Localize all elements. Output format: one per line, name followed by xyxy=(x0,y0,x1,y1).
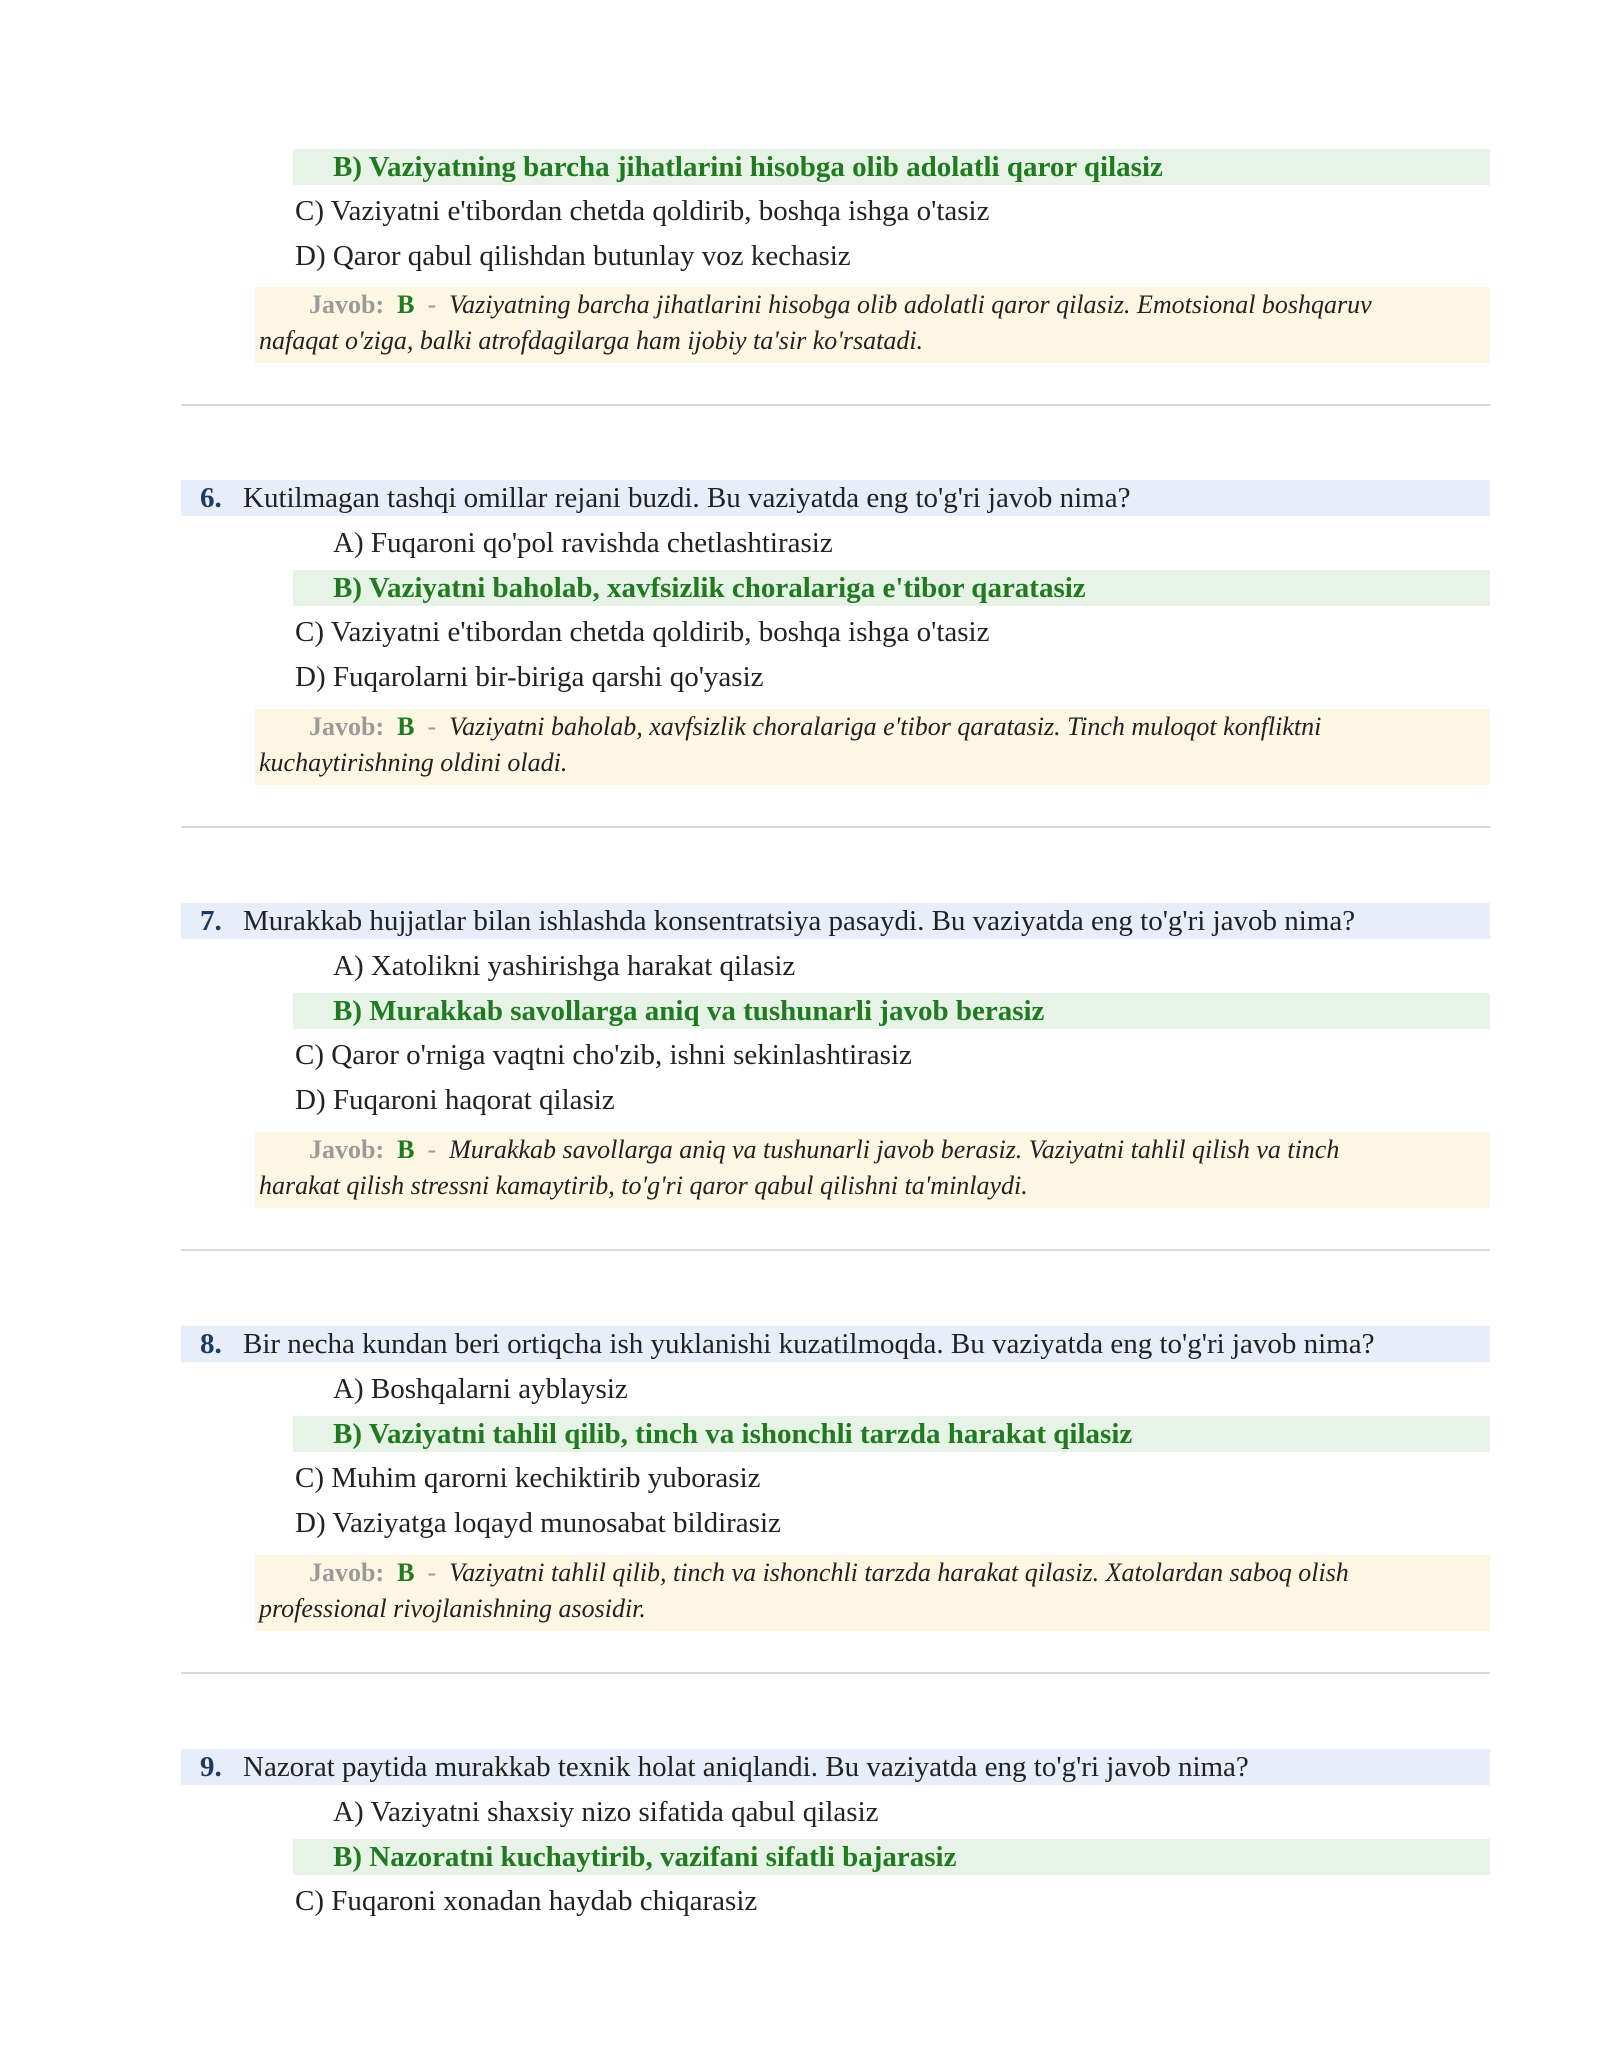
option-b-correct[interactable]: B) Murakkab savollarga aniq va tushunarli javob berasiz xyxy=(333,995,1045,1027)
answer-line-1 xyxy=(309,1132,1339,1168)
answer-dash: - xyxy=(427,712,437,741)
answer-letter: B xyxy=(397,1558,415,1587)
question-text: Bir necha kundan beri ortiqcha ish yuklanishi kuzatilmoqda. Bu vaziyatda eng to'g'ri javob nima? xyxy=(243,1328,1375,1360)
answer-line-2: nafaqat o'ziga, balki atrofdagilarga ham ijobiy ta'sir ko'rsatadi. xyxy=(259,326,924,355)
answer-label: Javob: xyxy=(309,712,385,741)
answer-explanation: Vaziyatning barcha jihatlarini hisobga olib adolatli qaror qilasiz. Emotsional boshqaruv xyxy=(449,290,1372,319)
answer-label: Javob: xyxy=(309,1558,385,1587)
option-a[interactable]: A) Fuqaroni qo'pol ravishda chetlashtirasiz xyxy=(333,527,833,559)
answer-explanation: Vaziyatni tahlil qilib, tinch va ishonchli tarzda harakat qilasiz. Xatolardan saboq olish xyxy=(449,1558,1349,1587)
option-d[interactable]: D) Qaror qabul qilishdan butunlay voz kechasiz xyxy=(295,240,851,272)
question-number: 9. xyxy=(200,1751,222,1783)
option-c[interactable]: C) Vaziyatni e'tibordan chetda qoldirib, boshqa ishga o'tasiz xyxy=(295,616,990,648)
question-number: 8. xyxy=(200,1328,222,1360)
option-b-correct[interactable]: B) Vaziyatni tahlil qilib, tinch va ishonchli tarzda harakat qilasiz xyxy=(333,1418,1133,1450)
answer-line-2: professional rivojlanishning asosidir. xyxy=(259,1594,646,1623)
option-c[interactable]: C) Fuqaroni xonadan haydab chiqarasiz xyxy=(295,1885,758,1917)
question-text: Kutilmagan tashqi omillar rejani buzdi. Bu vaziyatda eng to'g'ri javob nima? xyxy=(243,482,1131,514)
answer-line-2: harakat qilish stressni kamaytirib, to'g'ri qaror qabul qilishni ta'minlaydi. xyxy=(259,1171,1028,1200)
answer-letter: B xyxy=(397,290,415,319)
answer-explanation: Vaziyatni baholab, xavfsizlik choralariga e'tibor qaratasiz. Tinch muloqot konfliktni xyxy=(449,712,1322,741)
answer-letter: B xyxy=(397,712,415,741)
answer-line-1 xyxy=(309,287,1372,323)
option-a[interactable]: A) Boshqalarni ayblaysiz xyxy=(333,1373,628,1405)
answer-letter: B xyxy=(397,1135,415,1164)
option-b-correct[interactable]: B) Vaziyatning barcha jihatlarini hisobga olib adolatli qaror qilasiz xyxy=(333,151,1163,183)
option-a[interactable]: A) Xatolikni yashirishga harakat qilasiz xyxy=(333,950,796,982)
answer-dash: - xyxy=(427,1558,437,1587)
option-c[interactable]: C) Qaror o'rniga vaqtni cho'zib, ishni sekinlashtirasiz xyxy=(295,1039,912,1071)
option-c[interactable]: C) Muhim qarorni kechiktirib yuborasiz xyxy=(295,1462,761,1494)
option-d[interactable]: D) Vaziyatga loqayd munosabat bildirasiz xyxy=(295,1507,781,1539)
divider xyxy=(181,1672,1490,1674)
option-c[interactable]: C) Vaziyatni e'tibordan chetda qoldirib, boshqa ishga o'tasiz xyxy=(295,195,990,227)
option-d[interactable]: D) Fuqaroni haqorat qilasiz xyxy=(295,1084,615,1116)
answer-dash: - xyxy=(427,290,437,319)
answer-label: Javob: xyxy=(309,1135,385,1164)
answer-line-2: kuchaytirishning oldini oladi. xyxy=(259,748,568,777)
answer-line-1 xyxy=(309,709,1321,745)
question-text: Murakkab hujjatlar bilan ishlashda konsentratsiya pasaydi. Bu vaziyatda eng to'g'ri javob nima? xyxy=(243,905,1356,937)
option-d[interactable]: D) Fuqarolarni bir-biriga qarshi qo'yasiz xyxy=(295,661,764,693)
divider xyxy=(181,826,1490,828)
answer-line-1 xyxy=(309,1555,1349,1591)
answer-explanation: Murakkab savollarga aniq va tushunarli javob berasiz. Vaziyatni tahlil qilish va tinch xyxy=(449,1135,1340,1164)
option-b-correct[interactable]: B) Vaziyatni baholab, xavfsizlik choralariga e'tibor qaratasiz xyxy=(333,572,1086,604)
question-text: Nazorat paytida murakkab texnik holat aniqlandi. Bu vaziyatda eng to'g'ri javob nima? xyxy=(243,1751,1249,1783)
question-number: 7. xyxy=(200,905,222,937)
question-number: 6. xyxy=(200,482,222,514)
answer-label: Javob: xyxy=(309,290,385,319)
option-a[interactable]: A) Vaziyatni shaxsiy nizo sifatida qabul qilasiz xyxy=(333,1796,879,1828)
divider xyxy=(181,1249,1490,1251)
option-b-correct[interactable]: B) Nazoratni kuchaytirib, vazifani sifatli bajarasiz xyxy=(333,1841,957,1873)
divider xyxy=(181,404,1490,406)
answer-dash: - xyxy=(427,1135,437,1164)
